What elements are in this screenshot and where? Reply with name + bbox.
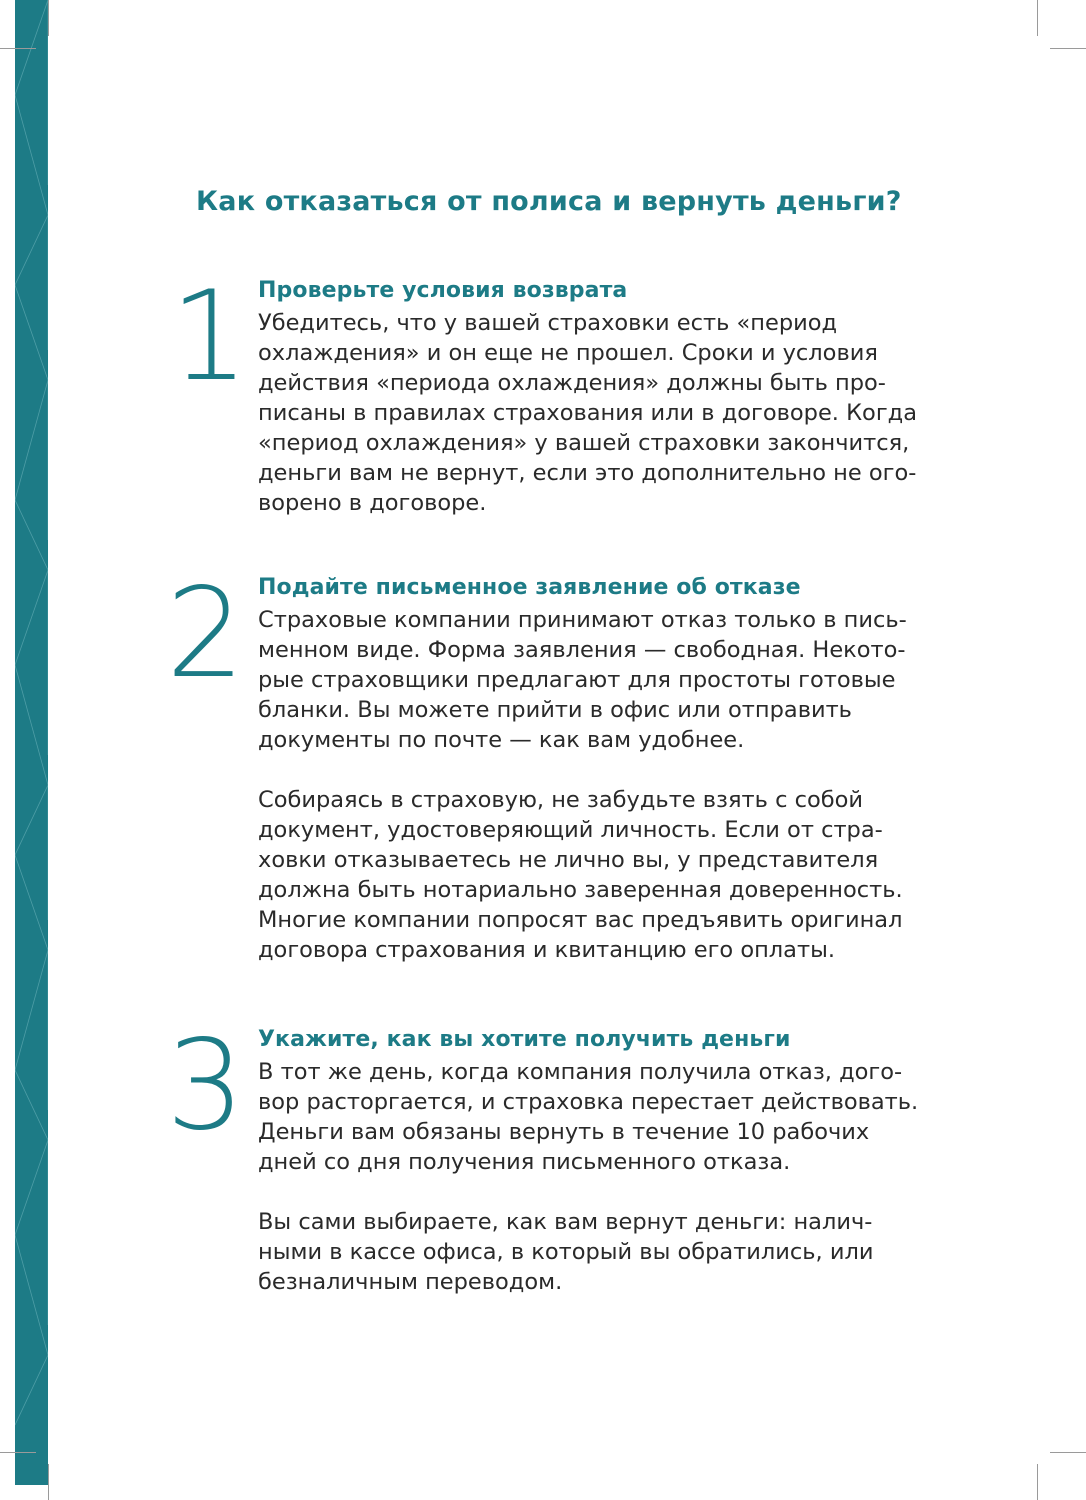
step-3-number: 3 — [166, 1014, 243, 1158]
text-line: Многие компании попросят вас предъявить оригинал — [258, 907, 903, 933]
crop-mark-top-left — [48, 0, 49, 36]
text-line: деньги вам не вернут, если это дополнительно не ого- — [258, 460, 917, 486]
crop-mark-bottom-left — [48, 1464, 49, 1500]
crop-mark-left-bottom — [0, 1452, 36, 1453]
text-line: Собираясь в страховую, не забудьте взять с собой — [258, 787, 863, 813]
crop-mark-right-top — [1050, 48, 1086, 49]
pattern-line — [15, 570, 48, 665]
pattern-line — [15, 1355, 48, 1425]
text-line: ховки отказываетесь не лично вы, у представителя — [258, 847, 879, 873]
step-3-paragraph-1 — [258, 1057, 918, 1177]
text-line: должна быть нотариально заверенная доверенность. — [258, 877, 903, 903]
text-line: вор расторгается, и страховка перестает действовать. — [258, 1089, 919, 1115]
crop-mark-left-top — [0, 48, 36, 49]
geometric-pattern — [15, 0, 48, 1485]
pattern-line — [15, 665, 48, 785]
text-line: рые страховщики предлагают для простоты готовые — [258, 667, 896, 693]
text-line: ными в кассе офиса, в который вы обратились, или — [258, 1239, 874, 1265]
step-3-heading: Укажите, как вы хотите получить деньги — [258, 1027, 791, 1052]
text-line: безналичным переводом. — [258, 1269, 563, 1295]
text-line: писаны в правилах страхования или в договоре. Когда — [258, 400, 917, 426]
pattern-line — [15, 785, 48, 855]
text-line: менном виде. Форма заявления — свободная. Некото- — [258, 637, 906, 663]
crop-mark-right-bottom — [1050, 1452, 1086, 1453]
pattern-line — [15, 1140, 48, 1235]
page-title: Как отказаться от полиса и вернуть деньги? — [196, 186, 902, 217]
text-line: Деньги вам обязаны вернуть в течение 10 рабочих — [258, 1119, 870, 1145]
text-line: В тот же день, когда компания получила отказ, дого- — [258, 1059, 903, 1085]
text-line: документы по почте — как вам удобнее. — [258, 727, 745, 753]
pattern-line — [15, 95, 48, 215]
step-1-heading: Проверьте условия возврата — [258, 278, 628, 303]
pattern-line — [15, 380, 48, 500]
text-line: Убедитесь, что у вашей страховки есть «период — [258, 310, 838, 336]
crop-mark-top-right — [1037, 0, 1038, 36]
text-line: договора страхования и квитанцию его оплаты. — [258, 937, 835, 963]
text-line: Вы сами выбираете, как вам вернут деньги: налич- — [258, 1209, 873, 1235]
text-line: документ, удостоверяющий личность. Если от стра- — [258, 817, 883, 843]
text-line: ворено в договоре. — [258, 490, 487, 516]
text-line: Страховые компании принимают отказ только в пись- — [258, 607, 907, 633]
step-1-number: 1 — [170, 265, 247, 409]
step-3-paragraph-2 — [258, 1207, 874, 1297]
side-decorative-band — [15, 0, 48, 1485]
pattern-line — [15, 1070, 48, 1140]
crop-mark-bottom-right — [1037, 1464, 1038, 1500]
text-line: бланки. Вы можете прийти в офис или отправить — [258, 697, 852, 723]
step-2-heading: Подайте письменное заявление об отказе — [258, 575, 801, 600]
pattern-line — [15, 285, 48, 380]
pattern-line — [15, 1235, 48, 1355]
step-2-paragraph-2 — [258, 785, 903, 965]
step-2-number: 2 — [166, 562, 243, 706]
pattern-line — [15, 215, 48, 285]
text-line: дней со дня получения письменного отказа. — [258, 1149, 791, 1175]
pattern-line — [15, 855, 48, 950]
step-2-paragraph-1 — [258, 605, 907, 755]
pattern-line — [15, 500, 48, 570]
step-1-paragraph — [258, 308, 917, 518]
text-line: охлаждения» и он еще не прошел. Сроки и условия — [258, 340, 878, 366]
text-line: «период охлаждения» у вашей страховки закончится, — [258, 430, 910, 456]
text-line: действия «периода охлаждения» должны быть про- — [258, 370, 886, 396]
pattern-line — [15, 950, 48, 1070]
